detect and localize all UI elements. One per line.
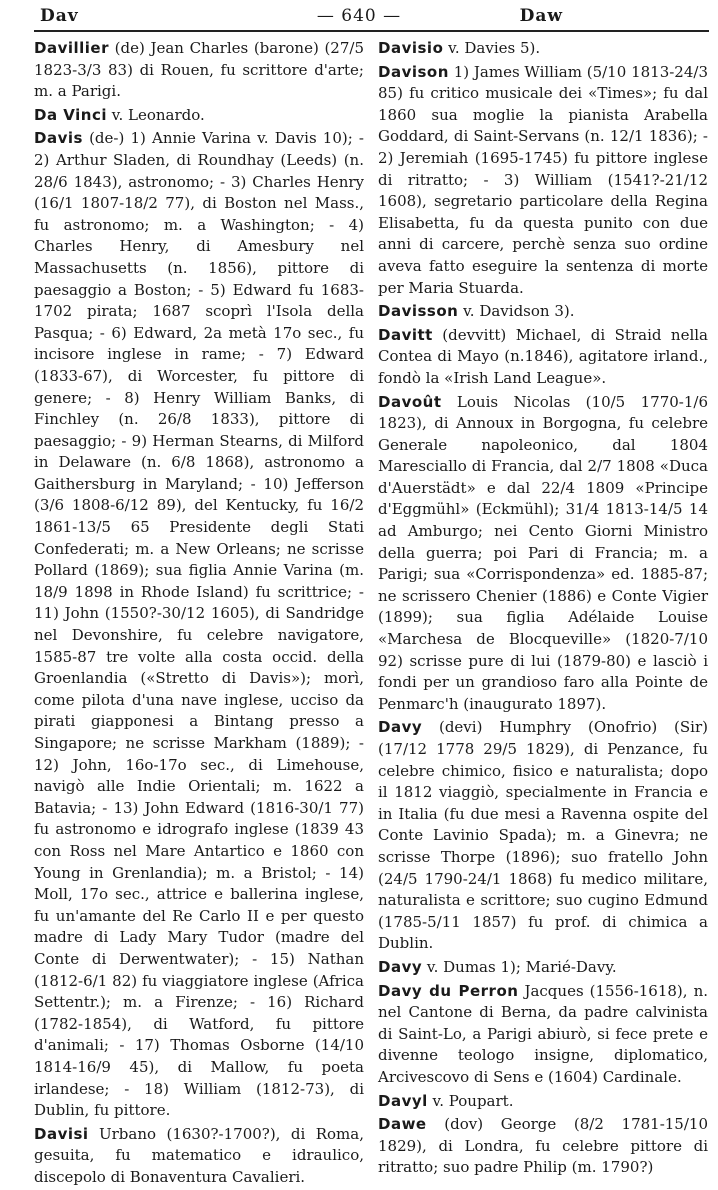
entry-text: (devvitt) Michael, di Straid nella Contea di Mayo (n.1846), agitatore irland., fondò la «Irish Land League». (378, 325, 708, 387)
dictionary-entry (378, 38, 708, 60)
entry-headword: Davisio (378, 39, 444, 57)
right-column (378, 38, 708, 1181)
entry-text: v. Poupart. (427, 1091, 514, 1110)
dictionary-entry (378, 717, 708, 955)
dictionary-entry (378, 1114, 708, 1179)
dictionary-entry (34, 105, 364, 127)
entry-text: v. Davidson 3). (458, 302, 575, 321)
entry-text: (de) Jean Charles (barone) (27/5 1823-3/3 83) di Rouen, fu scrittore d'arte; m. a Parigi. (34, 39, 364, 101)
entry-headword: Davoût (378, 392, 442, 411)
dictionary-entry (34, 128, 364, 1121)
entry-text: (devi) Humphry (Onofrio) (Sir) (17/12 1778 29/5 1829), di Penzance, fu celebre chimico, fisico e naturalista; dopo il 1812 viaggiò, specialmente in Francia e in Italia (fu due mesi a Ravenna ospite del Conte Lavinio Spada); m. a Ginevra; ne scrisse Thorpe (1896); suo fratello John (24/5 1790-24/1 1868) fu medico militare, naturalista e scrittore; suo cugino Edmund (1785-5/11 1857) fu prof. di chimica a Dublin. (378, 718, 708, 953)
entry-headword: Dawe (378, 1115, 427, 1134)
entry-headword: Davison (378, 62, 449, 81)
dictionary-entry (34, 38, 364, 103)
entry-headword: Davy (378, 718, 423, 737)
entry-text: Louis Nicolas (10/5 1770-1/6 1823), di Annoux in Borgogna, fu celebre Generale napoleonico, dal 1804 Maresciallo di Francia, dal 2/7 1808 «Duca d'Auerstädt» e dal 22/4 1809 «Principe d'Eggmühl» (Eckmühl); 31/4 1813-14/5 14 ad Amburgo; nei Cento Giorni Ministro della guerra; poi Pari di Francia; m. a Parigi; sua «Corrispondenza» ed. 1885-87; ne scrissero Chenier (1886) e Conte Vigier (1899); sua figlia Adélaide Louise «Marchesa de Blocqueville» (1820-7/10 92) scrisse pure di lui (1879-80) e lasciò i fondi per un grandioso faro alla Pointe de Penmarc'h (inaugurato 1897). (378, 392, 708, 713)
running-head-left: Dav (40, 6, 79, 26)
entry-text: Jacques (1556-1618), n. nel Cantone di Berna, da padre calvinista di Saint-Lo, a Parigi abiurò, si fece prete e divenne teologo insigne, diplomatico, Arcivescovo di Sens e (1604) Cardinale. (378, 981, 708, 1086)
dictionary-entry (378, 62, 708, 300)
entry-text: (dov) George (8/2 1781-15/10 1829), di Londra, fu celebre pittore di ritratto; suo padre Philip (m. 1790?) (378, 1115, 708, 1177)
entry-headword: Davisi (34, 1124, 89, 1143)
entry-headword: Davyl (378, 1091, 428, 1110)
entry-text: v. Davies 5). (443, 39, 541, 57)
dictionary-entry (378, 392, 708, 716)
entry-headword: Davillier (34, 39, 109, 57)
entry-headword: Davis (34, 129, 83, 148)
page-number: — 640 — (316, 6, 402, 26)
entry-headword: Davitt (378, 325, 433, 344)
page-header (0, 2, 718, 30)
entry-text: Urbano (1630?-1700?), di Roma, gesuita, fu matematico e idraulico, discepolo di Bonaventura Cavalieri. (34, 1124, 364, 1186)
dictionary-entry (378, 981, 708, 1089)
dictionary-entry (378, 957, 708, 979)
entry-text: 1) James William (5/10 1813-24/3 85) fu critico musicale dei «Times»; fu dal 1860 sua moglie la pianista Arabella Goddard, di Saint-Servans (n. 12/1 1836); - 2) Jeremiah (1695-1745) fu pittore inglese di ritratto; - 3) William (1541?-21/12 1608), segretario particolare della Regina Elisabetta, fu da questa punito con due anni di carcere, perchè senza suo ordine aveva fatto eseguire la sentenza di morte per Maria Stuarda. (378, 62, 708, 297)
entry-text: (de-) 1) Annie Varina v. Davis 10); - 2) Arthur Sladen, di Roundhay (Leeds) (n. 28/6 1843), astronomo; - 3) Charles Henry (16/1 1807-18/2 77), di Boston nel Mass., fu astronomo; m. a Washington; - 4) Charles Henry, di Amesbury nel Massachusetts (n. 1856), pittore di paesaggio a Boston; - 5) Edward fu 1683-1702 pirata; 1687 scoprì l'Isola della Pasqua; - 6) Edward, 2a metà 17o sec., fu incisore inglese in rame; - 7) Edward (1833-67), di Worcester, fu pittore di genere; - 8) Henry William Banks, di Finchley (n. 26/8 1833), pittore di paesaggio; - 9) Herman Stearns, di Milford in Delaware (n. 6/8 1868), astronomo a Gaithersburg in Maryland; - 10) Jefferson (3/6 1808-6/12 89), del Kentucky, fu 16/2 1861-13/5 65 Presidente degli Stati Confederati; m. a New Orleans; ne scrisse Pollard (1869); sua figlia Annie Varina (m. 18/9 1898 in Rhode Island) fu scrittrice; - 11) John (1550?-30/12 1605), di Sandridge nel Devonshire, fu celebre navigatore, 1585-87 tre volte alla costa occid. della Groenlandia («Stretto di Davis»); morì, come pilota d'una nave inglese, ucciso da pirati giapponesi a Bintang presso a Singapore; ne scrisse Markham (1889); - 12) John, 16o-17o sec., di Limehouse, navigò alle Indie Orientali; m. 1622 a Batavia; - 13) John Edward (1816-30/1 77) fu astronomo e idrografo inglese (1839 43 con Ross nel Mare Antartico e 1860 con Young in Grenlandia); m. a Bristol; - 14) Moll, 17o sec., attrice e ballerina inglese, fu un'amante del Re Carlo II e per questo madre di Lady Mary Tudor (madre del Conte di Derwentwater); - 15) Nathan (1812-6/1 82) fu viaggiatore inglese (Africa Settentr.); m. a Firenze; - 16) Richard (1782-1854), di Watford, fu pittore d'animali; - 17) Thomas Osborne (14/10 1814-16/9 45), di Mallow, fu poeta irlandese; - 18) William (1812-73), di Dublin, fu pittore. (34, 129, 364, 1120)
entry-headword: Davy du Perron (378, 981, 519, 1000)
entry-text: v. Dumas 1); Marié-Davy. (422, 957, 617, 976)
entry-headword: Davy (378, 957, 423, 976)
header-rule (34, 30, 709, 32)
running-head-right: Daw (519, 6, 563, 26)
dictionary-entry (378, 1091, 708, 1113)
dictionary-entry (378, 325, 708, 390)
dictionary-entry (34, 1124, 364, 1189)
left-column (34, 38, 364, 1190)
dictionary-entry (378, 301, 708, 323)
entry-headword: Da Vinci (34, 105, 107, 124)
entry-text: v. Leonardo. (107, 105, 205, 124)
entry-headword: Davisson (378, 302, 459, 321)
